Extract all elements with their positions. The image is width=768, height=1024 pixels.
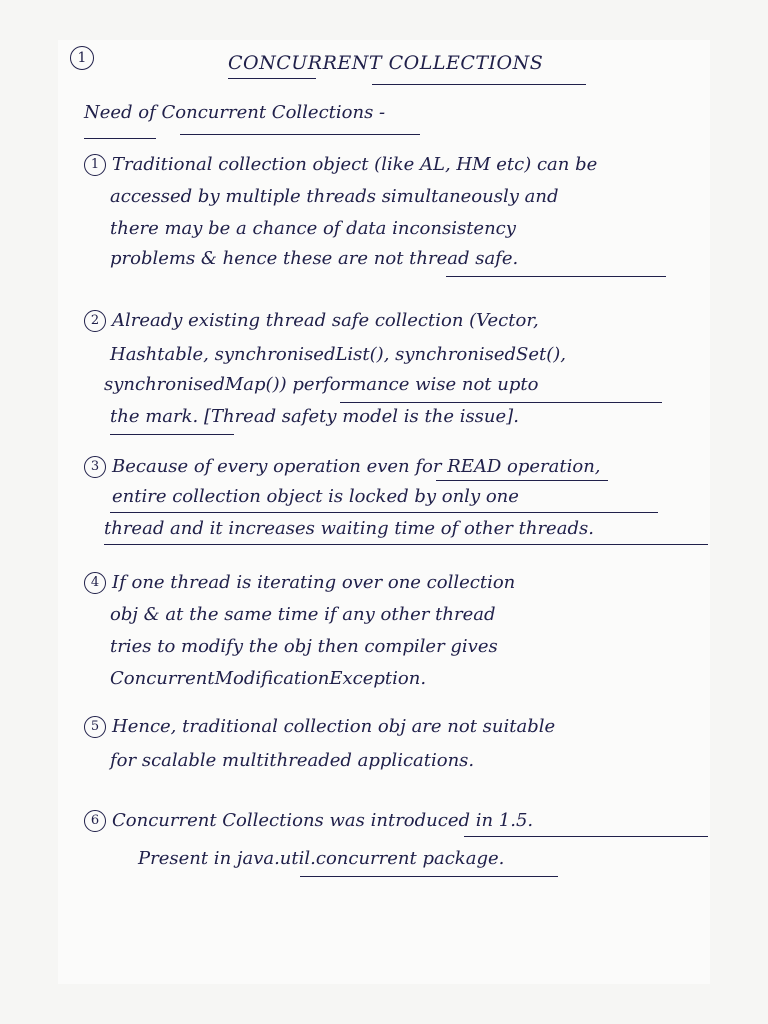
point-1-line: problems & hence these are not thread safe. xyxy=(110,248,519,269)
point-5-line: for scalable multithreaded applications. xyxy=(110,750,475,771)
point-5-line: 5 Hence, traditional collection obj are not suitable xyxy=(84,716,555,738)
underline xyxy=(110,512,658,513)
title-underline xyxy=(228,78,316,79)
point-number: 3 xyxy=(84,456,106,478)
subheading: Need of Concurrent Collections - xyxy=(84,102,386,123)
point-4-line: 4 If one thread is iterating over one collection xyxy=(84,572,515,594)
point-number: 1 xyxy=(84,154,106,176)
point-4-line: tries to modify the obj then compiler gives xyxy=(110,636,498,657)
point-1-line: 1 Traditional collection object (like AL, HM etc) can be xyxy=(84,154,597,176)
point-2-line: synchronisedMap()) performance wise not upto xyxy=(104,374,539,395)
underline xyxy=(464,836,708,837)
point-1-line: there may be a chance of data inconsistency xyxy=(110,218,516,239)
point-number: 5 xyxy=(84,716,106,738)
point-2-line: 2 Already existing thread safe collection (Vector, xyxy=(84,310,539,332)
underline xyxy=(446,276,666,277)
point-number: 6 xyxy=(84,810,106,832)
title-underline xyxy=(372,84,586,85)
point-6-line: 6 Concurrent Collections was introduced in 1.5. xyxy=(84,810,533,832)
point-1-line: accessed by multiple threads simultaneously and xyxy=(110,186,559,207)
point-3-line: 3 Because of every operation even for READ operation, xyxy=(84,456,601,478)
point-4-line: ConcurrentModificationException. xyxy=(110,668,427,689)
point-2-line: the mark. [Thread safety model is the issue]. xyxy=(110,406,519,427)
point-number: 4 xyxy=(84,572,106,594)
subheading-underline xyxy=(180,134,420,135)
underline xyxy=(104,544,708,545)
page-title: CONCURRENT COLLECTIONS xyxy=(228,52,544,74)
point-3-line: thread and it increases waiting time of other threads. xyxy=(104,518,594,539)
point-4-line: obj & at the same time if any other thread xyxy=(110,604,496,625)
point-6-line: Present in java.util.concurrent package. xyxy=(138,848,505,869)
underline xyxy=(436,480,608,481)
point-2-line: Hashtable, synchronisedList(), synchronisedSet(), xyxy=(110,344,567,365)
underline xyxy=(340,402,662,403)
page-number: 1 xyxy=(70,46,94,70)
point-3-line: entire collection object is locked by only one xyxy=(112,486,519,507)
subheading-underline xyxy=(84,138,156,139)
point-number: 2 xyxy=(84,310,106,332)
underline xyxy=(300,876,558,877)
underline xyxy=(110,434,234,435)
